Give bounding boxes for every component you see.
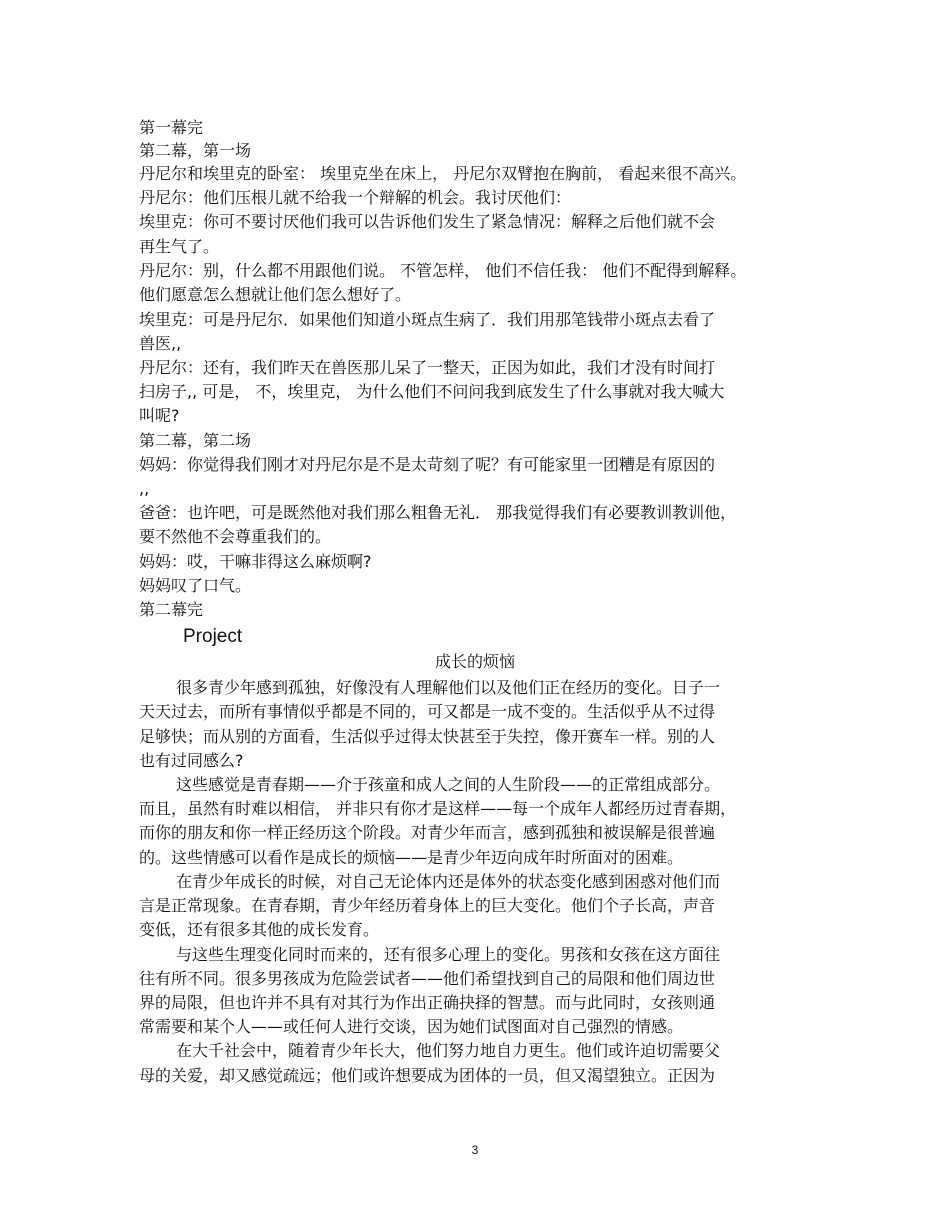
paragraph-line: 在大千社会中，随着青少年长大，他们努力地自力更生。他们或许迫切需要父	[176, 1041, 721, 1060]
script-line: 兽医,,	[139, 334, 182, 353]
script-line: 妈妈：你觉得我们刚才对丹尼尔是不是太苛刻了呢？有可能家里一团糟是有原因的	[139, 455, 716, 474]
paragraph-line: 母的关爱，却又感觉疏远；他们或许想要成为团体的一员，但又渴望独立。正因为	[139, 1066, 716, 1085]
script-line: 爸爸：也许吧，可是既然他对我们那么粗鲁无礼． 那我觉得我们有必要教训教训他，	[139, 503, 737, 522]
paragraph-line: 变低，还有很多其他的成长发育。	[139, 920, 380, 939]
script-line: 扫房子,, 可是， 不，埃里克， 为什么他们不问问我到底发生了什么事就对我大喊大	[139, 382, 725, 401]
script-line: 他们愿意怎么想就让他们怎么想好了。	[139, 285, 412, 304]
section-heading: Project	[183, 626, 243, 647]
script-line: ,,	[139, 479, 150, 498]
script-line: 第二幕，第一场	[139, 141, 252, 160]
paragraph-line: 的。这些情感可以看作是成长的烦恼——是青少年迈向成年时所面对的困难。	[139, 848, 684, 867]
paragraph-line: 与这些生理变化同时而来的，还有很多心理上的变化。男孩和女孩在这方面往	[176, 945, 721, 964]
paragraph-line: 在青少年成长的时候，对自己无论体内还是体外的状态变化感到困惑对他们而	[176, 872, 721, 891]
paragraph-line: 这些感觉是青春期——介于孩童和成人之间的人生阶段——的正常组成部分。	[176, 775, 721, 794]
script-line: 埃里克：你可不要讨厌他们我可以告诉他们发生了紧急情况：解释之后他们就不会	[139, 212, 716, 231]
paragraph-line: 而且，虽然有时难以相信， 并非只有你才是这样——每一个成年人都经历过青春期，	[139, 799, 737, 818]
paragraph-line: 很多青少年感到孤独，好像没有人理解他们以及他们正在经历的变化。日子一	[176, 678, 721, 697]
script-line: 第二幕完	[139, 600, 204, 619]
script-line: 丹尼尔：还有，我们昨天在兽医那儿呆了一整天，正因为如此，我们才没有时间打	[139, 358, 716, 377]
article-title: 成长的烦恼	[434, 652, 515, 671]
paragraph-line: 足够快；而从别的方面看，生活似乎过得太快甚至于失控，像开赛车一样。别的人	[139, 727, 716, 746]
script-line: 第一幕完	[139, 118, 204, 137]
script-line: 再生气了。	[139, 237, 220, 256]
paragraph-line: 界的局限，但也许并不具有对其行为作出正确抉择的智慧。而与此同时，女孩则通	[139, 993, 716, 1012]
script-line: 第二幕，第二场	[139, 431, 252, 450]
script-line: 丹尼尔：别，什么都不用跟他们说。 不管怎样， 他们不信任我： 他们不配得到解释。	[139, 261, 747, 280]
paragraph-line: 也有过同感么?	[139, 751, 244, 770]
script-line: 要不然他不会尊重我们的。	[139, 527, 332, 546]
script-line: 丹尼尔和埃里克的卧室： 埃里克坐在床上， 丹尼尔双臂抱在胸前， 看起来很不高兴。	[139, 164, 747, 183]
script-line: 妈妈叹了口气。	[139, 576, 252, 595]
script-line: 妈妈：哎，干嘛非得这么麻烦啊?	[139, 552, 372, 571]
page-number: 3	[471, 1143, 479, 1157]
paragraph-line: 言是正常现象。在青春期，青少年经历着身体上的巨大变化。他们个子长高，声音	[139, 896, 716, 915]
paragraph-line: 常需要和某个人——或任何人进行交谈，因为她们试图面对自己强烈的情感。	[139, 1017, 684, 1036]
paragraph-line: 往有所不同。很多男孩成为危险尝试者——他们希望找到自己的局限和他们周边世	[139, 969, 716, 988]
script-line: 丹尼尔：他们压根儿就不给我一个辩解的机会。我讨厌他们：	[139, 188, 572, 207]
script-line: 叫呢?	[139, 406, 180, 425]
script-line: 埃里克：可是丹尼尔．如果他们知道小斑点生病了．我们用那笔钱带小斑点去看了	[139, 310, 716, 329]
paragraph-line: 天天过去，而所有事情似乎都是不同的，可又都是一成不变的。生活似乎从不过得	[139, 702, 716, 721]
paragraph-line: 而你的朋友和你一样正经历这个阶段。对青少年而言，感到孤独和被误解是很普遍	[139, 823, 716, 842]
